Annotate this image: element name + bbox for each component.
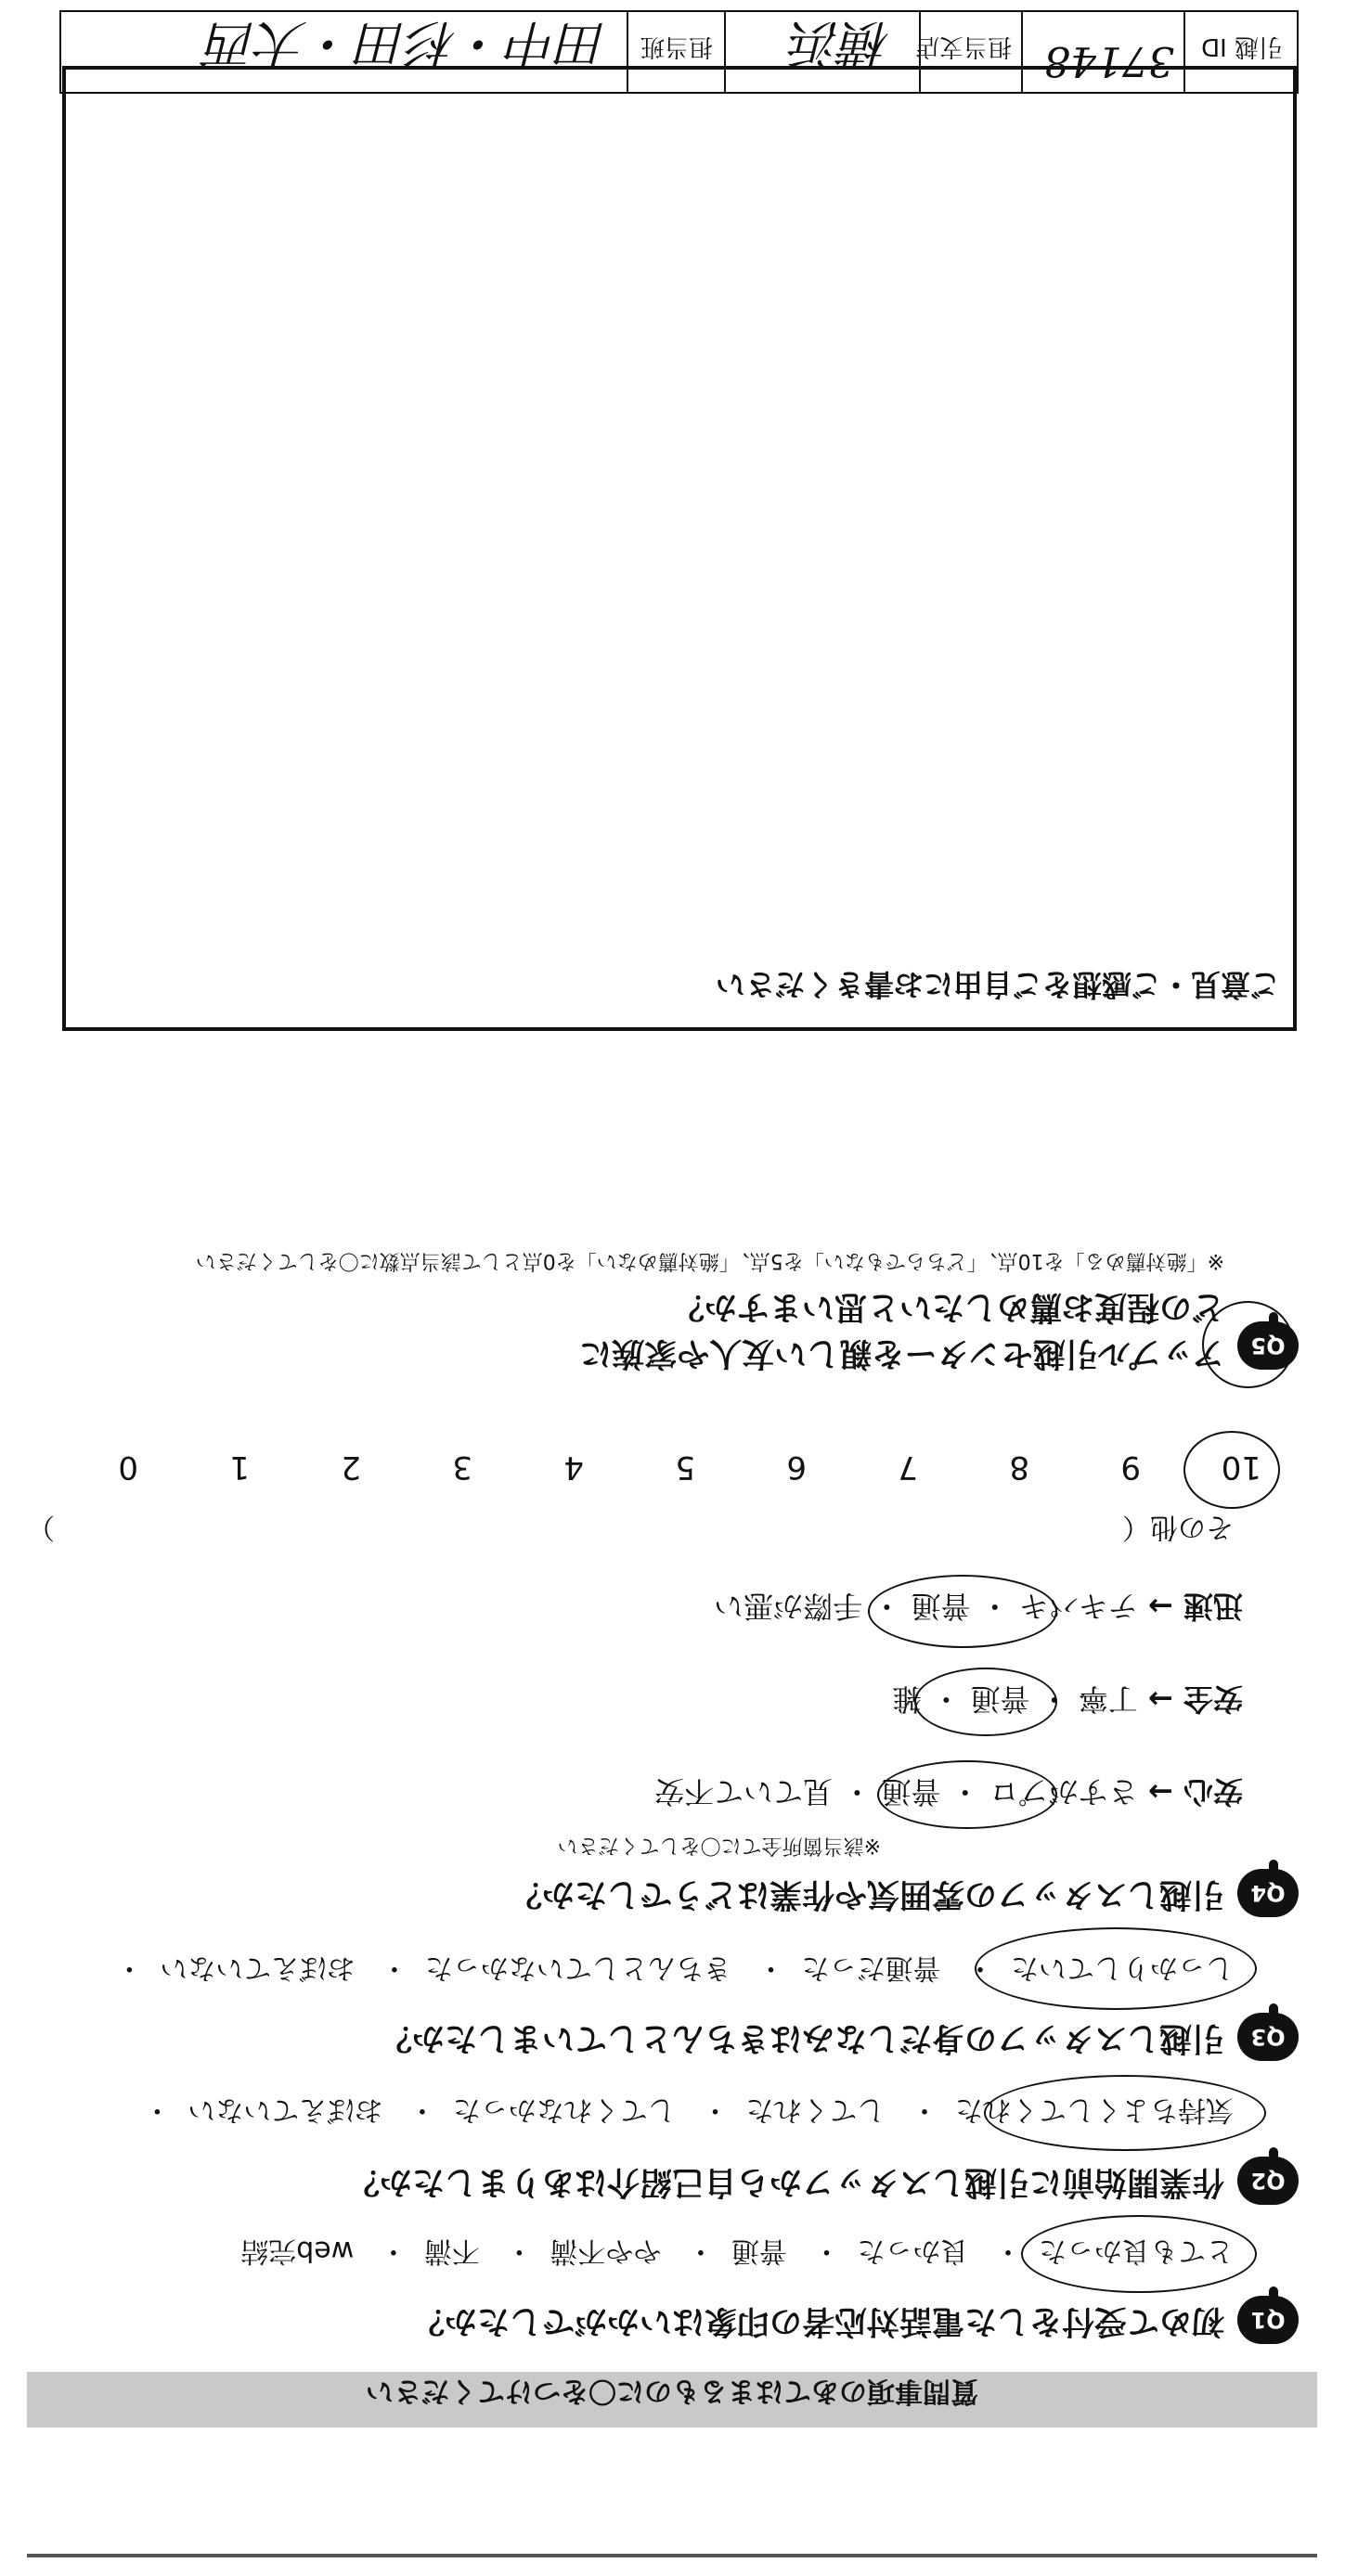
q1-option-4[interactable]: やや不満 [550, 2235, 662, 2267]
q3-option-1[interactable]: しっかりしていた [1011, 1951, 1234, 1984]
scale-6[interactable]: 6 [786, 1449, 807, 1486]
q4-row-3-circle [868, 1575, 1057, 1648]
q1-text: 初めて受付をした電話対応者の印象はいかがでしたか？ [411, 2302, 1224, 2339]
q2-badge: Q2 [1237, 2157, 1299, 2205]
instruction-bar [27, 2372, 1317, 2428]
scale-5[interactable]: 5 [675, 1449, 695, 1486]
instruction-text: 質問事項のあてはまるものに〇をつけてください [366, 2375, 978, 2407]
q2-text: 作業開始前に引越しスタッフから自己紹介はありましたか？ [346, 2163, 1224, 2200]
q1-options: とても良かった・ 良かった・ 普通・ やや不満・ 不満・ web完結 [240, 2235, 1234, 2267]
scale-7[interactable]: 7 [898, 1449, 918, 1486]
q5-scale [55, 1439, 1261, 1495]
q2-option-3[interactable]: してくれなかった [452, 2093, 676, 2126]
q4-badge: Q4 [1237, 1869, 1299, 1917]
scale-8[interactable]: 8 [1009, 1449, 1029, 1486]
bottom-border [27, 2554, 1317, 2557]
scale-3[interactable]: 3 [452, 1449, 472, 1486]
header-table [59, 10, 1299, 94]
q3-option-2[interactable]: 普通だった [801, 1951, 941, 1984]
q4-row-1: 安心 → さすがプロ ・ 普通 ・ 見ていて不安 [654, 1774, 1243, 1810]
q1-option-1[interactable]: とても良かった [1039, 2235, 1234, 2267]
cell-branch-label: 担当支店 [921, 12, 1023, 92]
q1-option-2[interactable]: 良かった [857, 2235, 969, 2267]
q4-row-3: 迅速 → テキパキ ・ 普通 ・ 手際が悪い [714, 1589, 1243, 1624]
q5-note: ※「絶対薦める」を10点、「どちらでもない」を5点、「絶対薦めない」を0点として該当点数に〇をしてください [195, 1249, 1224, 1272]
q4-note: ※該当箇所全てに〇をしてください [557, 1834, 881, 1857]
q1-option-3[interactable]: 普通 [731, 2235, 787, 2267]
scale-9[interactable]: 9 [1120, 1449, 1141, 1486]
q1-badge: Q1 [1237, 2296, 1299, 2344]
q3-answer-circle [975, 1927, 1257, 2010]
scale-2[interactable]: 2 [341, 1449, 361, 1486]
q1-answer-circle [1021, 2215, 1257, 2293]
q3-badge: Q3 [1237, 2013, 1299, 2061]
q5-text-line2: どの程度お薦めしたいと思いますか？ [671, 1288, 1224, 1325]
scale-10[interactable]: 10 [1221, 1449, 1261, 1486]
q4-row-2: 安全 → 丁寧 ・ 普通 ・ 雑 [892, 1681, 1243, 1717]
q4-row-1-circle [877, 1760, 1057, 1829]
q1-option-5[interactable]: 不満 [423, 2235, 480, 2267]
q2-options: 気持ちよくしてくれた・ してくれた・ してくれなかった・ おぼえていない・ [143, 2093, 1234, 2126]
q5-badge: Q5 [1237, 1321, 1299, 1370]
q4-text: 引越しスタッフの雰囲気や作業はどうでしたか？ [509, 1875, 1224, 1913]
q2-option-1[interactable]: 気持ちよくしてくれた [955, 2093, 1234, 2126]
cell-move-id-value: 37148 [1023, 12, 1185, 92]
q5-text-line1: アップル引越センターを親しい友人や家族に [579, 1334, 1224, 1372]
q3-option-3[interactable]: きちんとしていなかった [424, 1951, 731, 1984]
q2-answer-circle [984, 2075, 1266, 2151]
q5-badge-circle [1202, 1301, 1294, 1388]
q3-text: 引越しスタッフの身だしなみはきちんとしていましたか？ [379, 2019, 1224, 2056]
q2-option-4[interactable]: おぼえていない [188, 2093, 383, 2126]
q3-option-4[interactable]: おぼえていない [160, 1951, 356, 1984]
scale-0[interactable]: 0 [118, 1449, 138, 1486]
cell-move-id-label: 引越 ID [1201, 32, 1283, 60]
scale-4[interactable]: 4 [563, 1449, 584, 1486]
q2-option-2[interactable]: してくれた [745, 2093, 886, 2126]
q4-other: その他（） [27, 1511, 1234, 1543]
q3-options: しっかりしていた・ 普通だった・ きちんとしていなかった・ おぼえていない・ [115, 1951, 1234, 1984]
comment-box[interactable] [62, 66, 1297, 1031]
scale-1[interactable]: 1 [229, 1449, 250, 1486]
cell-branch-value: 横浜 [726, 12, 921, 92]
cell-group-label: 担当班 [628, 12, 726, 92]
q4-row-2-circle [914, 1668, 1057, 1736]
cell-group-value: 田中・杉田・大西 [58, 12, 628, 92]
q5-answer-circle [1183, 1431, 1280, 1509]
comment-title: ご意見・ご感想をご自由にお書きください [715, 967, 1280, 1002]
q1-option-6[interactable]: web完結 [240, 2235, 355, 2267]
